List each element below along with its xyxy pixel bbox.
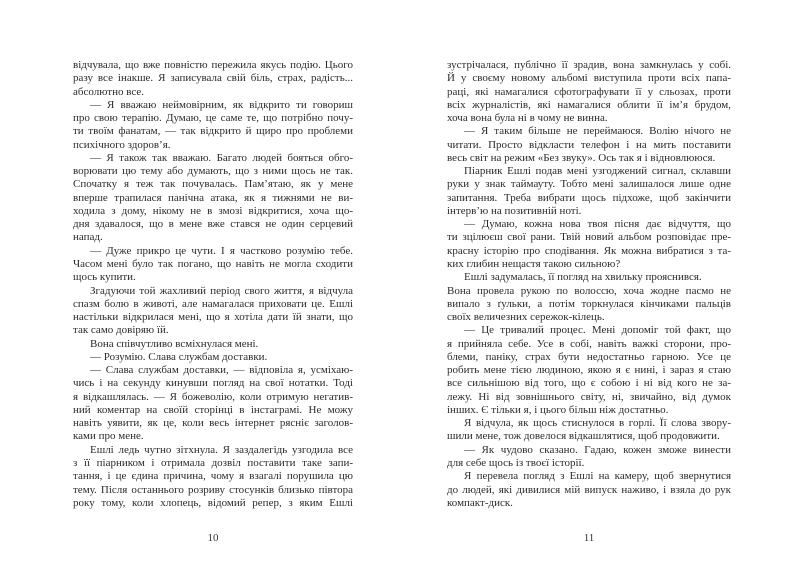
text-line: Я відчула, як щось стиснулося в горлі. Її слова звору-: [464, 417, 731, 430]
text-line: навіть уявити, як це, коли весь інтернет рясніє заголов-: [73, 417, 353, 430]
text-line: Вона співчутливо всміхнулася мені.: [90, 337, 259, 350]
text-line: — Це тривалий процес. Мені допоміг той факт, що: [464, 324, 731, 337]
text-line: все сильнішою від того, що є собою і ні від кого не за-: [447, 377, 731, 390]
text-line: раці, які намагалися сфотографувати її у сльозах, проти: [447, 85, 731, 98]
text-line: разу все інакше. Я записувала свій біль, страх, радість...: [73, 72, 353, 85]
text-line: читати. Просто відкласти телефон і на мить поставити: [447, 138, 731, 151]
text-line: настільки відкрилася мені, що я хотіла дати їй знати, що: [73, 311, 353, 324]
text-line: Й у своєму новому альбомі виступила проти всіх папа-: [447, 72, 731, 85]
text-line: ти зцілюєш свої рани. Твій новий альбом розповідає пре-: [447, 231, 731, 244]
text-line: інших. Є тільки я, і цього більш ніж достатньо.: [447, 403, 669, 416]
text-line: абсолютно все.: [73, 85, 145, 98]
text-line: — Слава службам доставки, — відповіла я, усміхаю-: [90, 364, 353, 377]
text-line: відчувала, що вже повністю пережила якусь подію. Цього: [73, 59, 353, 71]
text-line: Ешлі ледь чутно зітхнула. Я заздалегідь узгодила все: [90, 443, 353, 456]
text-line: щось купити.: [73, 271, 136, 284]
text-line: — Розумію. Слава службам доставки.: [90, 350, 268, 363]
page-number-right: 11: [583, 532, 595, 544]
text-line: лежу. Ні від зовнішнього світу, ні, звичайно, від думок: [447, 390, 731, 403]
text-line: — Я таким більше не переймаюся. Волію нічого не: [464, 125, 731, 138]
text-line: блеми, паніку, страх бути недостатньо гарною. Усе це: [447, 350, 731, 363]
text-line: ти твоїм фанатам, — так відкрито й щиро про проблеми: [73, 125, 353, 138]
text-line: дня здавалося, що в мене вже стався не один серцевий: [73, 218, 353, 231]
text-line: до людей, які дивилися мій випуск наживо, і взяла до рук: [447, 483, 731, 496]
text-line: Згадуючи той жахливий період свого життя, я відчула: [90, 284, 353, 297]
text-line: Ешлі задумалась, її погляд на хвильку прояснився.: [464, 271, 702, 284]
text-line: шили мене, тож довелося відкашлятися, щоб продовжити.: [447, 430, 720, 443]
text-line: Вона провела рукою по волоссю, хоча жодне пасмо не: [447, 284, 731, 297]
text-line: Я перевела погляд з Ешлі на камеру, щоб звернутися: [464, 470, 731, 483]
text-line: руки у знак таймауту. Тобто мені залишалося лише одне: [447, 178, 731, 191]
text-line: зустрічалася, публічно її зрадив, вона замкнулась у собі.: [447, 59, 731, 71]
text-line: ками про мене.: [73, 430, 144, 443]
text-line: ний коментар на своїй сторінці в інстаграмі. Не можу: [73, 403, 353, 416]
text-line: року тому, коли хлопець, відомий репер, з яким Ешлі: [73, 496, 353, 509]
text-line: — Як чудово сказано. Гадаю, кожен зможе винести: [464, 443, 731, 456]
text-line: з її піарником і отримала дозвіл поставити таке запи-: [73, 456, 353, 469]
text-line: Піарник Ешлі подав мені узгоджений сигнал, склавши: [464, 165, 731, 178]
text-line: так само довіряю їй.: [73, 324, 169, 337]
text-line: своїх величезних сережок-кілець.: [447, 311, 605, 324]
text-line: чись і на секунду кинувши погляд на свої нотатки. Тоді: [73, 377, 353, 390]
text-line: тання, і це єдина причина, чому я взагалі порушила цю: [73, 470, 353, 483]
page-number-left: 10: [207, 532, 219, 544]
text-line: Спочатку я теж так почувалась. Пам’ятаю, як у мене: [73, 178, 353, 191]
text-line: психічного здоров’я.: [73, 138, 171, 151]
text-line: ких глибин нещастя такою сильною?: [447, 257, 621, 270]
text-line: — Думаю, кожна нова твоя пісня дає відчуття, що: [464, 218, 731, 231]
text-line: ворювати цю тему або думають, що з ними щось не так.: [73, 165, 353, 178]
text-line: хоча вона була ні в чому не винна.: [447, 112, 608, 125]
text-line: Часом мені було так погано, що навіть не могла сходити: [73, 257, 353, 270]
text-line: весь світ на режим «Без звуку». Ось так я і відновлююся.: [447, 151, 716, 164]
text-line: я відкашлялась. — Я божеволію, коли отримую негатив-: [73, 390, 353, 403]
text-line: спазм болю в животі, але намагалася приховати це. Ешлі: [73, 297, 353, 310]
text-line: напад.: [73, 231, 103, 244]
text-line: запитання. Треба вибрати щось підхоже, щоб закінчити: [447, 191, 731, 204]
text-line: випало з ґульки, а потім торкнулася кінчиками пальців: [447, 297, 731, 310]
text-line: — Я також так вважаю. Багато людей бояться обго-: [90, 151, 353, 164]
text-line: красну історію про сподівання. Як можна вибратися з та-: [447, 244, 731, 257]
text-line: компакт-диск.: [447, 496, 513, 509]
text-line: — Я вважаю неймовірним, як відкрито ти говориш: [90, 98, 353, 111]
text-line: — Дуже прикро це чути. І я частково розумію тебе.: [90, 244, 353, 257]
text-line: вперше трапилася панічна атака, як я тижнями не ви-: [73, 191, 353, 204]
text-line: ходила з дому, нікому не в змозі відкритися, хоча що-: [73, 204, 353, 217]
page-right-text: [447, 59, 731, 510]
text-line: всіх журналістів, які намагалися облити її ім’я брудом,: [447, 98, 731, 111]
page-left-text: [73, 59, 353, 510]
text-line: інтерв’ю на позитивній ноті.: [447, 204, 582, 217]
text-line: для себе щось із твоєї історії.: [447, 456, 585, 469]
text-line: про свою терапію. Думаю, це саме те, що потрібно почу-: [73, 112, 353, 125]
text-line: робить мене тією людиною, якою я є нині, і зараз я стаю: [447, 364, 731, 377]
text-line: я прийняла себе. Усе в собі, навіть важкі сторони, про-: [447, 337, 731, 350]
text-line: тему. Після останнього розриву стосунків близько півтора: [73, 483, 353, 496]
